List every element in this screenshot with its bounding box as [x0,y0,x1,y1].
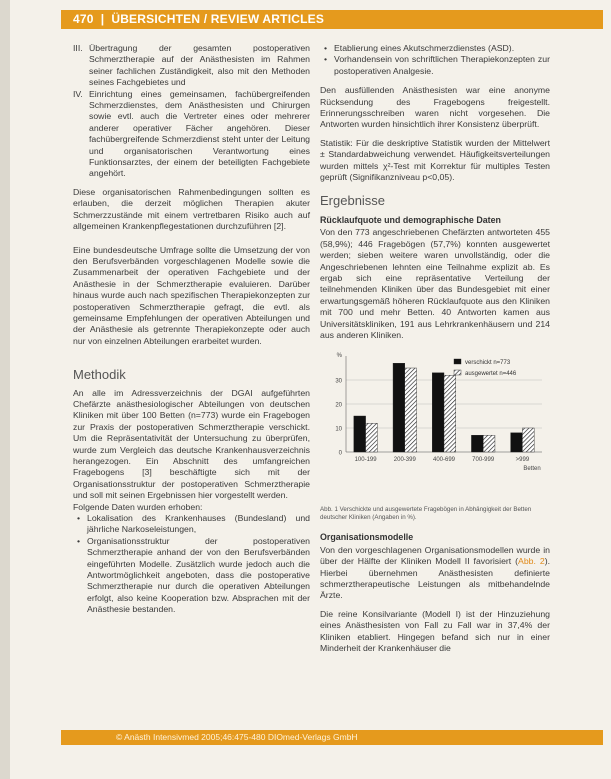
y-tick-label: 30 [335,378,342,385]
x-tick-label: 700-999 [472,457,495,464]
heading-methodik: Methodik [73,367,126,383]
y-tick-label: 20 [335,402,342,409]
left-column [73,43,310,624]
page-footer [61,730,603,745]
bar [393,364,405,453]
section-title: ÜBERSICHTEN / REVIEW ARTICLES [111,12,325,26]
legend-label: verschickt n=773 [465,360,511,367]
paragraph: Von den 773 angeschriebenen Chefärzten antworteten 455 (58,9%); 446 Fragebögen (57,7%) konnten ausgewertet werden; sieben weitere waren unvollständig, oder die Angeschriebenen lehnten eine Teilnahme explizit ab. Es ergab sich eine repräsentative Verteilung der teilnehmenden Kliniken über das Bundesgebiet mit einer erwartungsgemäß höheren Rücklaufquote aus den Kliniken mit 700 und mehr Betten. 40 Antworten kamen aus Universitätskliniken, 191 aus Lehrkrankenhäusern und 214 aus anderen Kliniken. [320,227,550,340]
legend-swatch [454,370,461,375]
figure-reference-link[interactable]: Abb. 2 [518,556,545,567]
footer-text: © Anästh Intensivmed 2005;46:475-480 DIOmed-Verlags GmbH [116,732,358,742]
x-axis-label: Betten [523,466,541,473]
x-tick-label: 100-199 [354,457,377,464]
bar [354,416,366,452]
header-text: 470 | ÜBERSICHTEN / REVIEW ARTICLES [73,12,325,26]
paragraph [320,545,550,602]
list-item: • Vorhandensein von schriftlichen Therapiekonzepten zur postoperativen Analgesie. [334,54,550,77]
paragraph: Den ausfüllenden Anästhesisten war eine anonyme Rücksendung des Fragebogens freigestellt. Erinnerungsschreiben waren nicht vorgesehen. Die Antworten wurden hinsichtlich ihrer Konsistenz überprüft. [320,85,550,130]
x-tick-label: >999 [515,457,530,464]
bar [432,373,444,452]
model-list [73,43,310,180]
heading-ergebnisse: Ergebnisse [320,193,386,209]
data-list [73,513,310,616]
list-text: Einrichtung eines gemeinsamen, fachübergreifenden Schmerzdienstes, dem Anästhesisten und Chirurgen sowie evtl. auch die Vertreter eines oder mehrerer anderer operativer Fächer angehören. Dieser fachübergreifende Schmerzdienst steht unter der Leitung und organisatorischen Verantwortung eines Funktionsarztes, der einem der beteiligten Fachgebiete angehört. [89,88,310,179]
bar [444,376,456,453]
figure-caption: Abb. 1 Verschickte und ausgewertete Fragebögen in Abhängigkeit der Betten deutscher Kliniken (Angaben in %). [320,506,532,522]
bar [405,368,417,452]
legend-label: ausgewertet n=446 [465,371,517,378]
paragraph-text: Von den vorgeschlagenen Organisationsmodellen wurde in über der Hälfte der Kliniken Modell II favorisiert ( [320,544,550,567]
paragraph: Diese organisatorischen Rahmenbedingungen sollten es erlauben, die derzeit möglichen Therapien akuter Schmerzzustände mit einem vertretbaren Risiko auch auf allgemeinen Krankenpflegestationen durchzuführen [2]. [73,186,310,232]
list-item: • Organisationsstruktur der postoperativen Schmerztherapie anhand der von den Berufsverbänden eingeführten Modelle. Zusätzlich wurde jedoch auch die Antwortmöglichkeit angeboten, dass die postoperative Schmerztherapie nur durch die operativen Abteilungen erfolgt, also keine Kooperation bzw. Absprachen mit der Anästhesie bestanden. [87,536,310,616]
bar [483,436,495,453]
list-text: Übertragung der gesamten postoperativen Schmerztherapie auf der Anästhesisten im Rahmen seiner fachlichen Zuständigkeit, also mit den Methoden seines Fachgebietes und [89,43,310,88]
list-item [73,43,310,89]
page-edge-shadow [0,0,10,779]
paragraph: An alle im Adressverzeichnis der DGAI aufgeführten Chefärzte anästhesiologischer Abteilungen von deutschen Kliniken mit über 100 Betten (n=773) wurde ein Fragebogen zur Praxis der postoperativen Schmerztherapie verschickt. Um die Repräsentativität der Untersuchung zu überprüfen, wurde zum Vergleich das deutsche Krankenhausverzeichnis herangezogen. Ein Abschnitt des umfangreichen Fragebogens [3] beschäftigte sich mit der Organisationsstruktur der postoperativen Schmerztherapie und soll mit seinen Ergebnissen hier vorgestellt werden. [73,387,310,501]
bar [522,428,534,452]
bar [471,436,483,453]
list-number: IV. [73,88,83,99]
list-item: • Etablierung eines Akutschmerzdienstes (ASD). [334,43,550,54]
paragraph: Statistik: Für die deskriptive Statistik wurden der Mittelwert ± Standardabweichung verwendet. Häufigkeitsverteilungen wurden mittels χ²-Test mit Korrektur für multiples Testen geprüft (Signifikanzniveau p<0,05). [320,137,550,183]
x-tick-label: 400-699 [432,457,456,464]
figure-chart [320,348,550,503]
y-axis-label: % [336,353,342,360]
x-tick-label: 200-399 [393,457,416,464]
bar [511,433,523,452]
data-list [320,43,550,77]
bar-chart [320,348,550,478]
paragraph: Eine bundesdeutsche Umfrage sollte die Umsetzung der von den Berufsverbänden vorgeschlagenen Modelle sowie die Zusammenarbeit der operativen Fachgebiete und der Anästhesie in der Schmerztherapie evaluieren. Darüber hinaus wurde auch nach spezifischen Therapiekonzepten zur postoperativen Schmerztherapie gefragt, die evtl. als gemeinsame Empfehlungen der operativen Abteilungen und der Anästhesie als getrennte Therapiekonzepte oder auch nur von einzelnen Abteilungen erarbeitet wurden. [73,244,310,346]
list-number: III. [73,43,83,53]
paragraph-text: ). Hierbei übernehmen Anästhesisten definierte schmerztherapeutische Leistungen als mitbehandelnde Ärzte. [320,556,550,601]
paragraph: Die reine Konsilvariante (Modell I) ist der Hinzuziehung eines Anästhesisten von Fall zu Fall war in 37,4% der Kliniken etabliert. Hingegen befand sich nur in einer Minderheit der Krankenhäuser die [320,608,550,653]
subheading: Rücklaufquote und demographische Daten [320,214,501,225]
subheading: Organisationsmodelle [320,532,414,543]
list-item [73,88,310,180]
y-tick-label: 10 [335,426,342,433]
legend-swatch [454,359,461,364]
y-tick-label: 0 [338,450,342,457]
right-column [320,43,550,661]
list-item: • Lokalisation des Krankenhauses (Bundesland) und jährliche Narkoseleistungen, [87,513,310,536]
page-number: 470 [73,12,94,26]
bar [366,424,378,453]
page-header [61,10,603,29]
paragraph: Folgende Daten wurden erhoben: [73,501,203,512]
